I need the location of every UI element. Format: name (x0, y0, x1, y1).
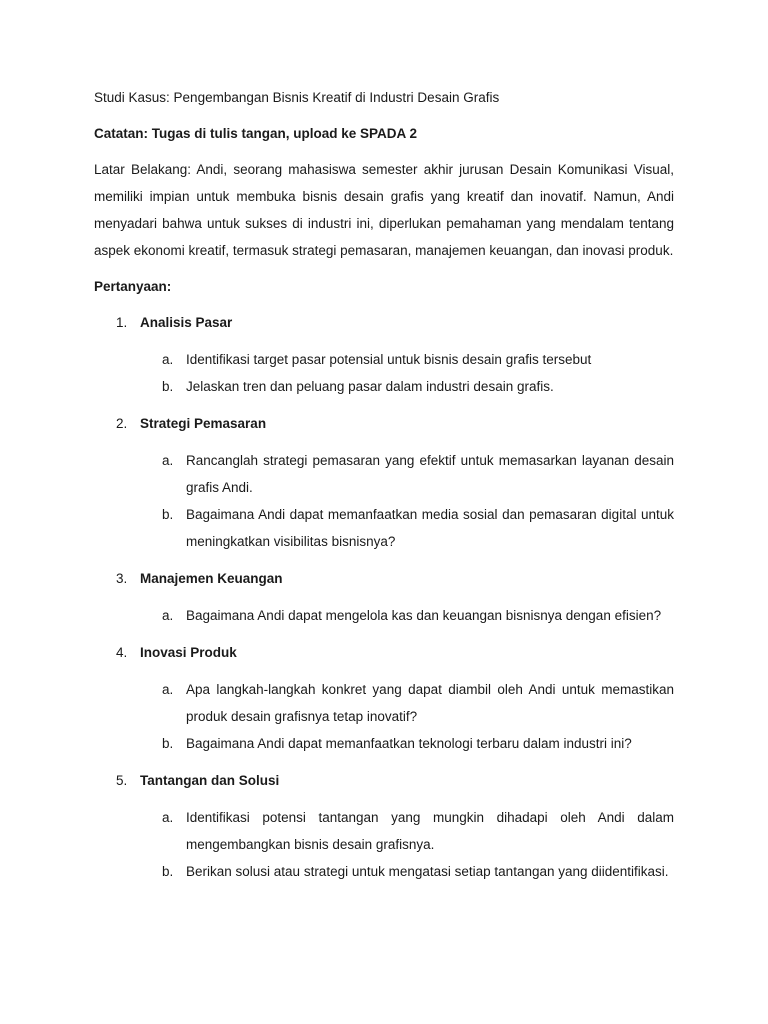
sub-question-text: Rancanglah strategi pemasaran yang efektif untuk memasarkan layanan desain grafis Andi. (186, 453, 674, 495)
sub-question-list (94, 804, 674, 885)
question-number: 3. (116, 571, 128, 586)
sub-question-letter: a. (162, 810, 174, 825)
question-title: Inovasi Produk (140, 645, 237, 660)
question-item (94, 309, 674, 400)
sub-question-text: Identifikasi target pasar potensial untuk bisnis desain grafis tersebut (186, 352, 592, 367)
sub-question-item (94, 346, 674, 373)
sub-question-item (94, 602, 674, 629)
sub-question-letter: a. (162, 608, 174, 623)
sub-question-letter: b. (162, 507, 174, 522)
sub-question-text: Berikan solusi atau strategi untuk mengatasi setiap tantangan yang diidentifikasi. (186, 864, 669, 879)
sub-question-text: Bagaimana Andi dapat mengelola kas dan keuangan bisnisnya dengan efisien? (186, 608, 662, 623)
question-title: Strategi Pemasaran (140, 416, 267, 431)
sub-question-letter: a. (162, 352, 174, 367)
document-page (94, 84, 674, 895)
sub-question-letter: b. (162, 736, 174, 751)
sub-question-letter: b. (162, 864, 174, 879)
sub-question-item (94, 501, 674, 555)
sub-question-letter: a. (162, 682, 174, 697)
sub-question-list (94, 676, 674, 757)
sub-question-text: Bagaimana Andi dapat memanfaatkan teknologi terbaru dalam industri ini? (186, 736, 632, 751)
sub-question-item (94, 858, 674, 885)
sub-question-item (94, 447, 674, 501)
sub-question-list (94, 447, 674, 555)
question-number: 5. (116, 773, 128, 788)
question-item (94, 565, 674, 629)
sub-question-letter: a. (162, 453, 174, 468)
question-item (94, 767, 674, 885)
sub-question-item (94, 730, 674, 757)
sub-question-list (94, 346, 674, 400)
question-title: Tantangan dan Solusi (140, 773, 280, 788)
sub-question-letter: b. (162, 379, 174, 394)
sub-question-item (94, 373, 674, 400)
questions-list (94, 309, 674, 885)
question-title: Manajemen Keuangan (140, 571, 283, 586)
sub-question-text: Bagaimana Andi dapat memanfaatkan media sosial dan pemasaran digital untuk meningkatkan visibilitas bisnisnya? (186, 507, 674, 549)
document-title: Studi Kasus: Pengembangan Bisnis Kreatif di Industri Desain Grafis (94, 90, 500, 105)
background-paragraph: Latar Belakang: Andi, seorang mahasiswa semester akhir jurusan Desain Komunikasi Visual, memiliki impian untuk membuka bisnis desain grafis yang kreatif dan inovatif. Namun, Andi menyadari bahwa untuk sukses di industri ini, diperlukan pemahaman yang mendalam tentang aspek ekonomi kreatif, termasuk strategi pemasaran, manajemen keuangan, dan inovasi produk. (94, 162, 674, 258)
question-number: 1. (116, 315, 128, 330)
sub-question-list (94, 602, 674, 629)
question-item (94, 410, 674, 555)
question-number: 4. (116, 645, 128, 660)
assignment-note: Catatan: Tugas di tulis tangan, upload ke SPADA 2 (94, 126, 418, 141)
sub-question-item (94, 804, 674, 858)
sub-question-text: Jelaskan tren dan peluang pasar dalam industri desain grafis. (186, 379, 554, 394)
sub-question-item (94, 676, 674, 730)
question-title: Analisis Pasar (140, 315, 233, 330)
sub-question-text: Apa langkah-langkah konkret yang dapat diambil oleh Andi untuk memastikan produk desain grafisnya tetap inovatif? (186, 682, 674, 724)
sub-question-text: Identifikasi potensi tantangan yang mungkin dihadapi oleh Andi dalam mengembangkan bisnis desain grafisnya. (186, 810, 674, 852)
questions-heading: Pertanyaan: (94, 279, 172, 294)
question-item (94, 639, 674, 757)
question-number: 2. (116, 416, 128, 431)
